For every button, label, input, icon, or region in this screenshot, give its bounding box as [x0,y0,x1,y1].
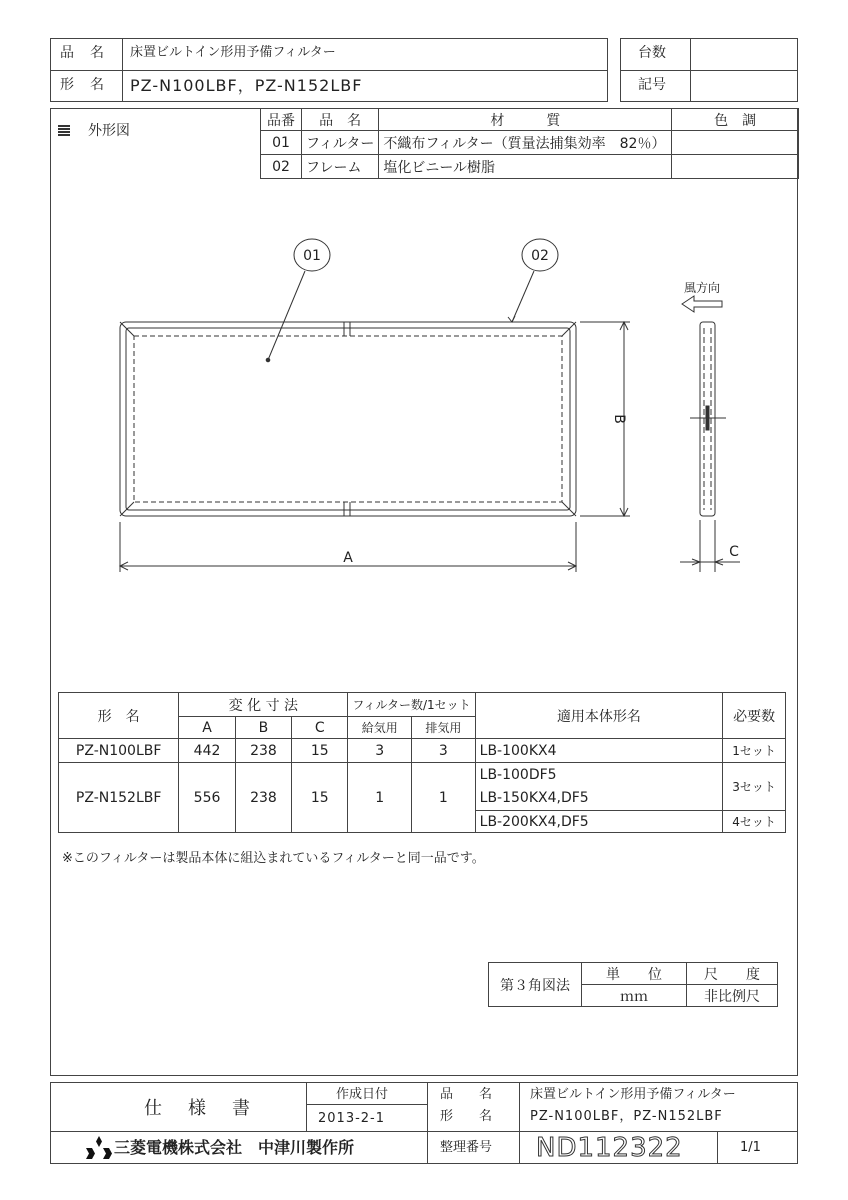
filter-frame-inner [126,328,570,510]
footer-page: 1/1 [740,1140,761,1155]
spec-row-b: 238 [235,739,291,763]
spec-header-c: C [292,717,348,739]
spec-row-body: LB-100DF5 [475,763,723,787]
scale-label: 尺 度 [687,963,778,985]
scale-box [488,962,778,1007]
footer-vdivider-2 [427,1082,428,1164]
spec-row-c: 15 [292,763,348,833]
spec-row-body: LB-100KX4 [475,739,723,763]
parts-header-material: 材 質 [379,109,672,131]
header-row1-label: 品 名 [60,45,105,61]
spec-header-supply: 給気用 [348,717,412,739]
header-row2-label: 形 名 [60,77,105,93]
header-col-divider [122,38,123,102]
parts-header-name: 品 名 [302,109,379,131]
footer-name-value: 床置ビルトイン形用予備フィルター [530,1087,736,1102]
parts-row-name: フィルター [302,131,379,155]
header-right-divider [620,70,798,71]
spec-row-body: LB-200KX4,DF5 [475,811,723,833]
spec-row-required: 3セット [723,763,786,811]
header-right-col [690,38,691,102]
spec-row-a: 556 [179,763,235,833]
footer-hdivider [50,1131,798,1132]
spec-header-required: 必要数 [723,693,786,739]
dim-b-label: B [611,414,627,424]
spec-row-c: 15 [292,739,348,763]
footer-name-label: 品 名 [440,1087,493,1102]
parts-row-material: 塩化ビニール樹脂 [379,155,672,179]
header-row1-value: 床置ビルトイン形用予備フィルター [130,45,336,60]
filter-media-area [134,336,562,502]
footer-company: 三菱電機株式会社 中津川製作所 [114,1138,355,1157]
parts-row-no: 02 [261,155,302,179]
parts-row-material: 不織布フィルター（質量法捕集効率 82％） [379,131,672,155]
spec-row-model: PZ-N152LBF [59,763,179,833]
callout-02-label: 02 [531,248,549,264]
filter-frame-outer [120,322,576,516]
spec-header-filters: フィルター数/1セット [348,693,475,717]
footer-doc-type: 仕 様 書 [144,1098,254,1119]
parts-header-color: 色 調 [672,109,799,131]
unit-label: 単 位 [582,963,687,985]
outline-marker-icon [58,124,70,136]
outline-drawing [50,200,798,590]
footer-model-value: PZ-N100LBF，PZ-N152LBF [530,1109,723,1124]
spec-row-b: 238 [235,763,291,833]
spec-row-required: 1セット [723,739,786,763]
footer-model-label: 形 名 [440,1109,493,1124]
wind-direction-label: 風方向 [683,281,721,295]
spec-header-a: A [179,717,235,739]
footer-date-value: 2013-2-1 [318,1111,386,1126]
callout-02-leader [512,271,534,322]
units-label: 台数 [638,45,666,61]
scale-value: 非比例尺 [687,985,778,1007]
footer-ref-value: ND112322 [536,1133,683,1163]
spec-row-supply: 1 [348,763,412,833]
callout-01-label: 01 [303,248,321,264]
spec-header-model: 形 名 [59,693,179,739]
callout-01-leader [268,271,305,360]
footer-date-divider [306,1104,427,1105]
footer-vdivider-3 [519,1082,520,1164]
dim-a-label: A [343,550,353,566]
footer-ref-label: 整理番号 [440,1140,493,1155]
spec-row-body: LB-150KX4,DF5 [475,787,723,811]
footer-vdivider-4 [717,1131,718,1164]
spec-row-exhaust: 1 [412,763,476,833]
spec-row-exhaust: 3 [412,739,476,763]
spec-row-model: PZ-N100LBF [59,739,179,763]
parts-row-color [672,131,799,155]
spec-row-a: 442 [179,739,235,763]
symbol-label: 記号 [638,77,666,93]
spec-note: ※このフィルターは製品本体に組込まれているフィルターと同一品です。 [62,851,485,866]
spec-row-supply: 3 [348,739,412,763]
spec-header-exhaust: 排気用 [412,717,476,739]
parts-row-name: フレーム [302,155,379,179]
header-row2-value: PZ-N100LBF，PZ-N152LBF [130,76,363,95]
unit-value: ｍｍ [582,985,687,1007]
footer-vdivider-1 [306,1082,307,1131]
dim-c-label: C [729,544,739,560]
header-divider [50,70,608,71]
parts-row-no: 01 [261,131,302,155]
spec-row-required: 4セット [723,811,786,833]
company-logo-icon [86,1136,112,1160]
projection-label: 第３角図法 [489,963,582,1007]
parts-header-no: 品番 [261,109,302,131]
wind-direction-arrow-icon [682,296,722,312]
spec-header-dims: 変 化 寸 法 [179,693,348,717]
parts-table [260,108,799,179]
spec-table [58,692,786,833]
spec-header-b: B [235,717,291,739]
outline-title: 外形図 [88,123,130,139]
parts-row-color [672,155,799,179]
spec-header-body: 適用本体形名 [475,693,723,739]
footer-date-label: 作成日付 [336,1087,389,1102]
